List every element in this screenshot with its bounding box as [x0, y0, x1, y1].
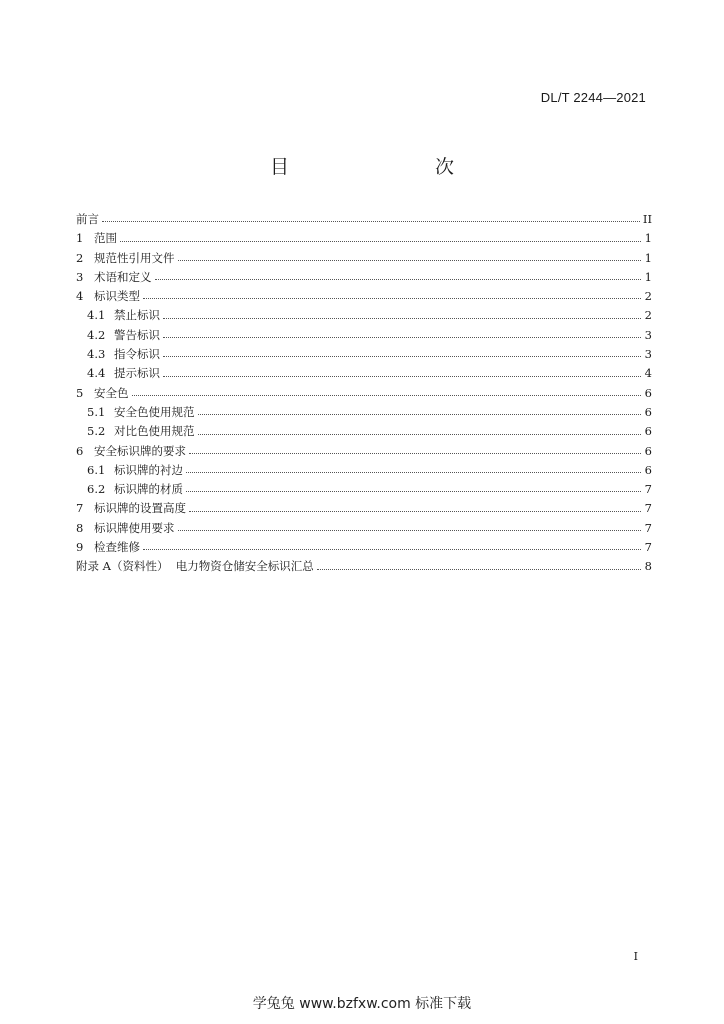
- toc-entry-label: [76, 557, 314, 576]
- toc-entry-label: [87, 422, 195, 441]
- toc-entry-label: [87, 403, 195, 422]
- toc-entry[interactable]: [76, 249, 652, 268]
- toc-entry-number: 4: [76, 289, 84, 304]
- toc-entry-page: 6: [644, 404, 652, 419]
- standard-code: DL/T 2244—2021: [540, 90, 646, 105]
- toc-entry-page: 1: [644, 250, 652, 265]
- toc-entry-text: 指令标识: [114, 347, 160, 362]
- toc-entry-text: 前言: [76, 212, 99, 226]
- toc-entry-label: [76, 249, 175, 268]
- toc-entry-label: [76, 287, 140, 306]
- toc-leader-dots: [198, 414, 642, 415]
- toc-entry-number: 1: [76, 231, 84, 246]
- toc-entry-text: 安全色使用规范: [114, 404, 195, 419]
- toc-leader-dots: [132, 395, 642, 396]
- toc-entry-label: [76, 210, 99, 229]
- toc-entry[interactable]: [76, 557, 652, 576]
- toc-entry[interactable]: [76, 326, 652, 345]
- toc-entry-page: 6: [644, 424, 652, 439]
- toc-entry[interactable]: [76, 306, 652, 325]
- toc-leader-dots: [163, 376, 641, 377]
- toc-entry-number: 4.3: [87, 347, 106, 362]
- toc-entry-text: 附录 A（资料性） 电力物资仓储安全标识汇总: [76, 559, 314, 574]
- toc-entry-page: 7: [644, 482, 652, 497]
- toc-entry-label: [76, 519, 175, 538]
- toc-leader-dots: [186, 472, 641, 473]
- toc-entry-number: 6.1: [87, 462, 106, 477]
- toc-entry-text: 安全色: [94, 385, 129, 400]
- toc-entry-text: 标识牌使用要求: [94, 520, 175, 535]
- toc-leader-dots: [317, 569, 641, 570]
- toc-entry[interactable]: [76, 364, 652, 383]
- toc-entry-number: 4.1: [87, 308, 106, 323]
- toc-leader-dots: [143, 549, 641, 550]
- toc-entry[interactable]: [76, 268, 652, 287]
- toc-entry[interactable]: [76, 229, 652, 248]
- toc-entry[interactable]: [76, 403, 652, 422]
- toc-entry-number: 2: [76, 250, 84, 265]
- toc-entry-page: 2: [644, 308, 652, 323]
- toc-leader-dots: [178, 260, 642, 261]
- toc-entry-page: 3: [644, 327, 652, 342]
- toc-entry[interactable]: [76, 480, 652, 499]
- toc-title: 目 次: [269, 156, 490, 178]
- toc-entry-text: 对比色使用规范: [114, 424, 195, 439]
- toc-entry-text: 标识牌的衬边: [114, 462, 183, 477]
- toc-leader-dots: [186, 491, 641, 492]
- toc-leader-dots: [102, 221, 640, 222]
- toc-entry-page: 7: [644, 540, 652, 555]
- toc-leader-dots: [178, 530, 642, 531]
- toc-entry-number: 6: [76, 443, 84, 458]
- toc-entry-number: 4.2: [87, 327, 106, 342]
- toc-entry-text: 提示标识: [114, 366, 160, 381]
- toc-entry[interactable]: [76, 422, 652, 441]
- toc-entry-label: [87, 345, 160, 364]
- watermark: 学兔兔 www.bzfxw.com 标准下载: [252, 996, 472, 1012]
- toc-entry-label: [76, 499, 186, 518]
- toc-entry-label: [87, 461, 183, 480]
- toc-leader-dots: [198, 434, 642, 435]
- toc-entry-number: 6.2: [87, 482, 106, 497]
- toc-leader-dots: [163, 337, 641, 338]
- toc-entry-number: 5.1: [87, 404, 106, 419]
- toc-entry-text: 标识牌的材质: [114, 482, 183, 497]
- toc-entry-text: 检查维修: [94, 540, 140, 555]
- toc-entry-label: [87, 326, 160, 345]
- toc-leader-dots: [189, 453, 641, 454]
- toc-entry-number: 4.4: [87, 366, 106, 381]
- toc-leader-dots: [143, 298, 641, 299]
- toc-leader-dots: [120, 241, 641, 242]
- toc-entry-text: 术语和定义: [94, 269, 152, 284]
- toc-entry-page: 3: [644, 347, 652, 362]
- toc-entry-label: [87, 364, 160, 383]
- toc-entry[interactable]: [76, 442, 652, 461]
- toc-entry-number: 5: [76, 385, 84, 400]
- toc-entry-text: 安全标识牌的要求: [94, 443, 186, 458]
- toc-entry[interactable]: [76, 519, 652, 538]
- toc-leader-dots: [163, 356, 641, 357]
- toc-entry-page: II: [642, 212, 652, 226]
- toc-entry-label: [76, 442, 186, 461]
- toc-entry[interactable]: [76, 538, 652, 557]
- toc-entry-page: 2: [644, 289, 652, 304]
- toc-entry[interactable]: [76, 384, 652, 403]
- toc-entry-text: 规范性引用文件: [94, 250, 175, 265]
- toc-entry-number: 8: [76, 520, 84, 535]
- toc-entry-page: 7: [644, 501, 652, 516]
- toc-entry-page: 6: [644, 385, 652, 400]
- toc-entry-text: 范围: [94, 231, 117, 246]
- page-number: I: [633, 950, 638, 963]
- toc-entry-page: 8: [644, 559, 652, 574]
- toc-entry[interactable]: [76, 287, 652, 306]
- toc-entry-label: [87, 306, 160, 325]
- toc-entry-label: [76, 384, 129, 403]
- toc-entry-number: 9: [76, 540, 84, 555]
- toc-entry-page: 6: [644, 462, 652, 477]
- toc-entry-page: 7: [644, 520, 652, 535]
- toc-entry-text: 标识牌的设置高度: [94, 501, 186, 516]
- toc-entry-page: 4: [644, 366, 652, 381]
- toc-entry-text: 禁止标识: [114, 308, 160, 323]
- toc-entry-text: 标识类型: [94, 289, 140, 304]
- table-of-contents: [76, 210, 652, 577]
- toc-entry[interactable]: [76, 345, 652, 364]
- toc-leader-dots: [189, 511, 641, 512]
- toc-entry-page: 1: [644, 269, 652, 284]
- toc-leader-dots: [155, 279, 642, 280]
- toc-entry-text: 警告标识: [114, 327, 160, 342]
- toc-entry-number: 5.2: [87, 424, 106, 439]
- toc-entry-page: 1: [644, 231, 652, 246]
- toc-entry-label: [76, 229, 117, 248]
- toc-entry-label: [87, 480, 183, 499]
- toc-entry-number: 3: [76, 269, 84, 284]
- toc-entry-number: 7: [76, 501, 84, 516]
- toc-entry[interactable]: [76, 499, 652, 518]
- toc-entry-label: [76, 538, 140, 557]
- toc-entry[interactable]: [76, 210, 652, 229]
- toc-leader-dots: [163, 318, 641, 319]
- toc-entry-label: [76, 268, 152, 287]
- toc-entry[interactable]: [76, 461, 652, 480]
- toc-entry-page: 6: [644, 443, 652, 458]
